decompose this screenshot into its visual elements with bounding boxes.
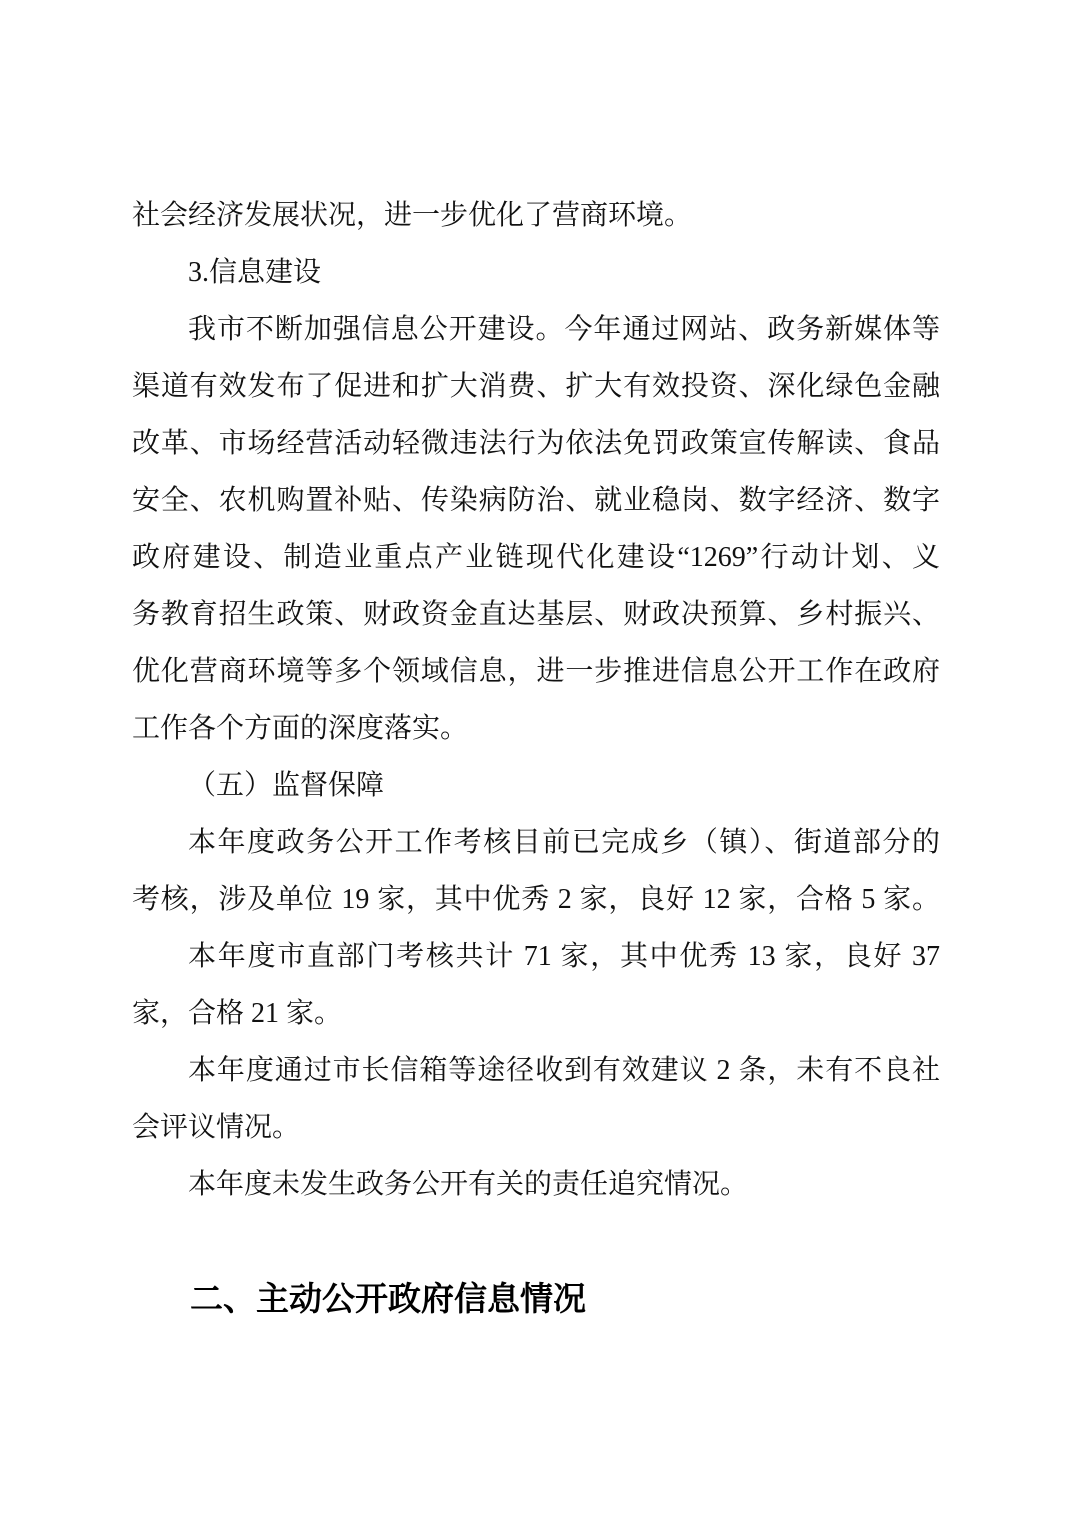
body-line: 考核，涉及单位 19 家，其中优秀 2 家，良好 12 家，合格 5 家。: [132, 884, 940, 915]
body-line: 本年度市直部门考核共计 71 家，其中优秀 13 家，良好 37: [188, 941, 940, 972]
section-heading: 二、主动公开政府信息情况: [190, 1280, 586, 1317]
document-body: [132, 187, 940, 1327]
body-line: 改革、市场经营活动轻微违法行为依法免罚政策宣传解读、食品: [132, 428, 940, 459]
body-line: 政府建设、制造业重点产业链现代化建设“1269”行动计划、义: [132, 542, 940, 573]
sub-heading-supervision: （五）监督保障: [188, 770, 385, 801]
body-line: 本年度未发生政务公开有关的责任追究情况。: [188, 1169, 749, 1200]
body-line: 我市不断加强信息公开建设。今年通过网站、政务新媒体等: [188, 314, 940, 345]
sub-heading-info-construction: 3.信息建设: [188, 257, 322, 288]
body-line: 优化营商环境等多个领域信息，进一步推进信息公开工作在政府: [132, 656, 940, 687]
body-line: 会评议情况。: [132, 1112, 301, 1143]
body-line: 家，合格 21 家。: [132, 998, 343, 1029]
body-line: 务教育招生政策、财政资金直达基层、财政决预算、乡村振兴、: [132, 599, 940, 630]
body-line: 工作各个方面的深度落实。: [132, 713, 469, 744]
body-line: 本年度通过市长信箱等途径收到有效建议 2 条，未有不良社: [188, 1055, 940, 1086]
body-line: 渠道有效发布了促进和扩大消费、扩大有效投资、深化绿色金融: [132, 371, 940, 402]
body-line: 安全、农机购置补贴、传染病防治、就业稳岗、数字经济、数字: [132, 485, 940, 516]
body-line: 本年度政务公开工作考核目前已完成乡（镇）、街道部分的: [188, 827, 940, 858]
body-line: 社会经济发展状况，进一步优化了营商环境。: [132, 200, 693, 231]
